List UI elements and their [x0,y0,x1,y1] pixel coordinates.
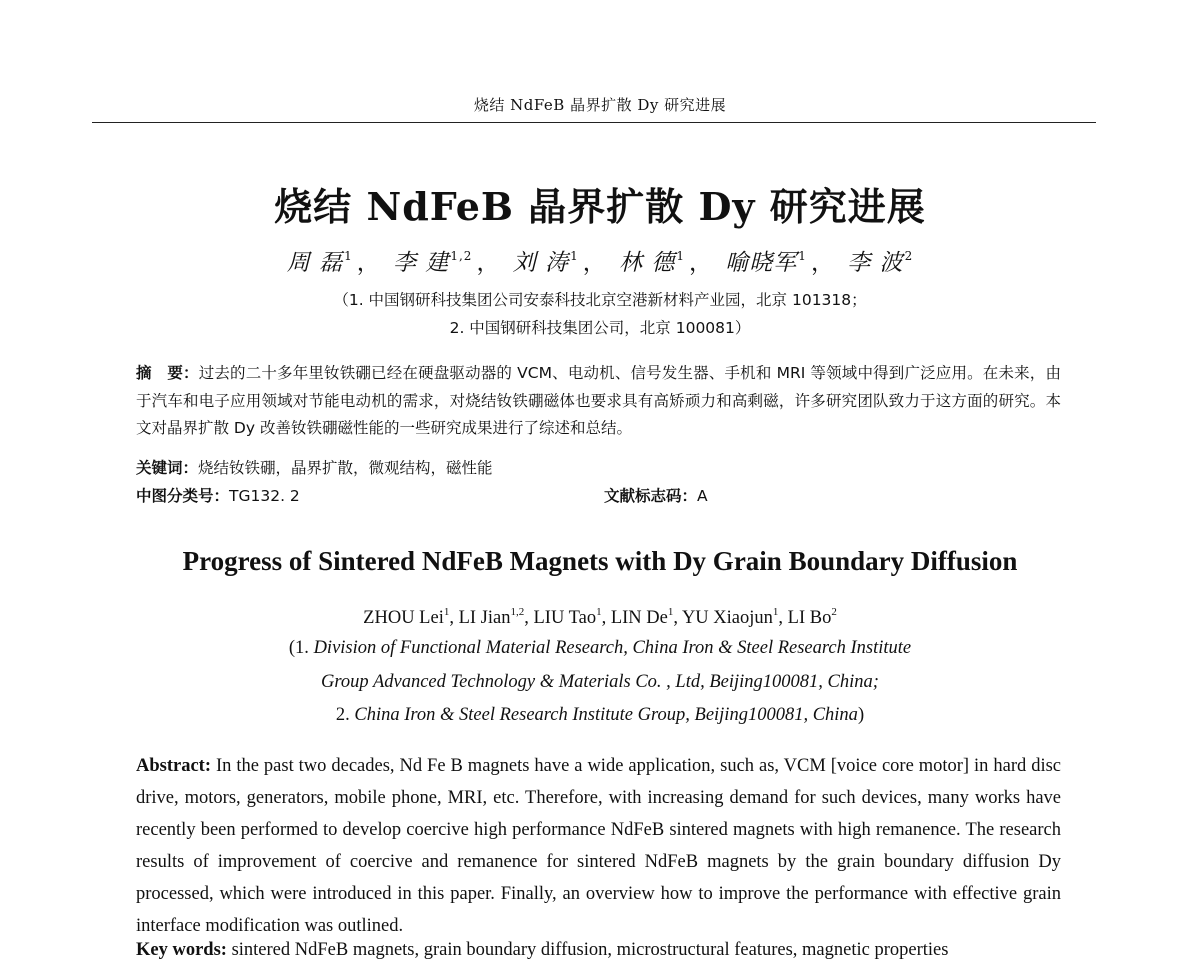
affiliation-en-3-text: China Iron & Steel Research Institute Group, Beijing100081, China [354,705,858,725]
author-cn: 周 磊 [286,250,344,276]
abstract-en-label: Abstract: [136,756,212,776]
affiliation-en-1-prefix: (1. [288,638,314,658]
author-sup: 1,2 [450,249,473,263]
author-sup: 1 [570,249,579,263]
classification-label: 中图分类号： [136,487,230,505]
author-sup: 1 [596,606,602,618]
author-sup: 1 [667,606,674,618]
affiliation-en-2-text: Group Advanced Technology & Materials Co. , Ltd, Beijing100081, China; [321,672,879,692]
author-cn: 李 波 [847,250,904,276]
keywords-en-text: sintered NdFeB magnets, grain boundary diffusion, microstructural features, magnetic properties [231,940,949,960]
author-cn: 李 建 [393,250,450,276]
title-english: Progress of Sintered NdFeB Magnets with Dy Grain Boundary Diffusion [182,546,1018,576]
document-code-label: 文献标志码： [604,487,698,505]
author-en: ZHOU Lei [363,608,444,628]
title-chinese: 烧结 NdFeB 晶界扩散 Dy 研究进展 [274,184,926,229]
author-list-english: ZHOU Lei$^1$, LI Jian$^{1,2}$, LIU Tao$^1$, LIN De$^1$, YU Xiaojun$^1$, LI Bo$^2$ [363,606,837,628]
running-head: 烧结 NdFeB 晶界扩散 Dy 研究进展 [473,96,727,114]
classification-value: TG132. 2 [229,487,300,505]
abstract-cn-text: 过去的二十多年里钕铁硼已经在硬盘驱动器的 VCM、电动机、信号发生器、手机和 MRI 等领域中得到广泛应用。在未来，由于汽车和电子应用领域对节能电动机的需求，对烧结钕铁硼磁体也要求具有高矫顽力和高剩磁，许多研究团队致力于这方面的研究。本文对晶界扩散 Dy 改善钕铁硼磁性能的一些研究成果进行了综述和总结。 [136,364,1061,437]
author-sup: 1 [676,249,685,263]
affiliation-en-3-suffix: ) [857,705,865,725]
document-code [604,484,708,506]
affiliation-cn-2: 2. 中国钢研科技集团公司，北京 100081） [449,319,751,337]
author-list-chinese: 周 磊$^1$ ， 李 建$^{1,2}$ ， 刘 涛$^1$ ， 林 德$^1$ ， 喻晓军$^1$ ， 李 波$^2$ [286,249,914,276]
keywords-cn-label: 关键词： [136,459,199,477]
author-cn: 林 德 [619,250,676,276]
author-en: LIU Tao [533,608,597,628]
classification-number [136,484,300,506]
affiliation-en-1 [0,638,1200,659]
author-en: LI Bo [787,608,832,628]
affiliation-en-3 [0,705,1200,726]
author-cn: 刘 涛 [512,250,570,276]
author-en: LI Jian [458,608,511,628]
author-sup: 2 [831,606,837,618]
author-sup: 1,2 [510,606,525,618]
author-sup: 1 [798,249,807,263]
abstract-english [136,750,1061,942]
affiliation-cn-1: （1. 中国钢研科技集团公司安泰科技北京空港新材料产业园，北京 101318； [333,291,867,309]
keywords-cn-text: 烧结钕铁硼，晶界扩散，微观结构，磁性能 [198,459,493,477]
keywords-chinese [136,456,493,478]
author-sup: 1 [443,606,450,618]
keywords-english [136,940,948,961]
abstract-en-text: In the past two decades, Nd Fe B magnets have a wide application, such as, VCM [voice core motor] in hard disc drive, motors, generators, mobile phone, MRI, etc. Therefore, with increasing demand for such devices, many works have recently been performed to develop coercive high performance NdFeB sintered magnets with high remanence. The research results of improvement of coercive and remanence for sintered NdFeB magnets by the grain boundary diffusion Dy processed, which were introduced in this paper. Finally, an overview how to improve the performance with effective grain interface modification was outlined. [136,756,1062,936]
author-en: YU Xiaojun [681,608,773,628]
abstract-cn-label: 摘 要： [136,364,199,382]
author-sup: 2 [904,249,914,263]
header-divider [92,122,1096,123]
author-sup: 1 [344,249,353,263]
author-en: LIN De [610,608,668,628]
document-code-value: A [697,487,708,505]
affiliation-en-3-prefix: 2. [335,705,355,725]
affiliation-en-2 [0,672,1200,693]
affiliation-en-1-text: Division of Functional Material Research, China Iron & Steel Research Institute [313,638,912,658]
author-cn: 喻晓军 [725,250,798,276]
author-sup: 1 [772,606,779,618]
keywords-en-label: Key words: [136,940,227,960]
abstract-chinese [136,360,1061,443]
